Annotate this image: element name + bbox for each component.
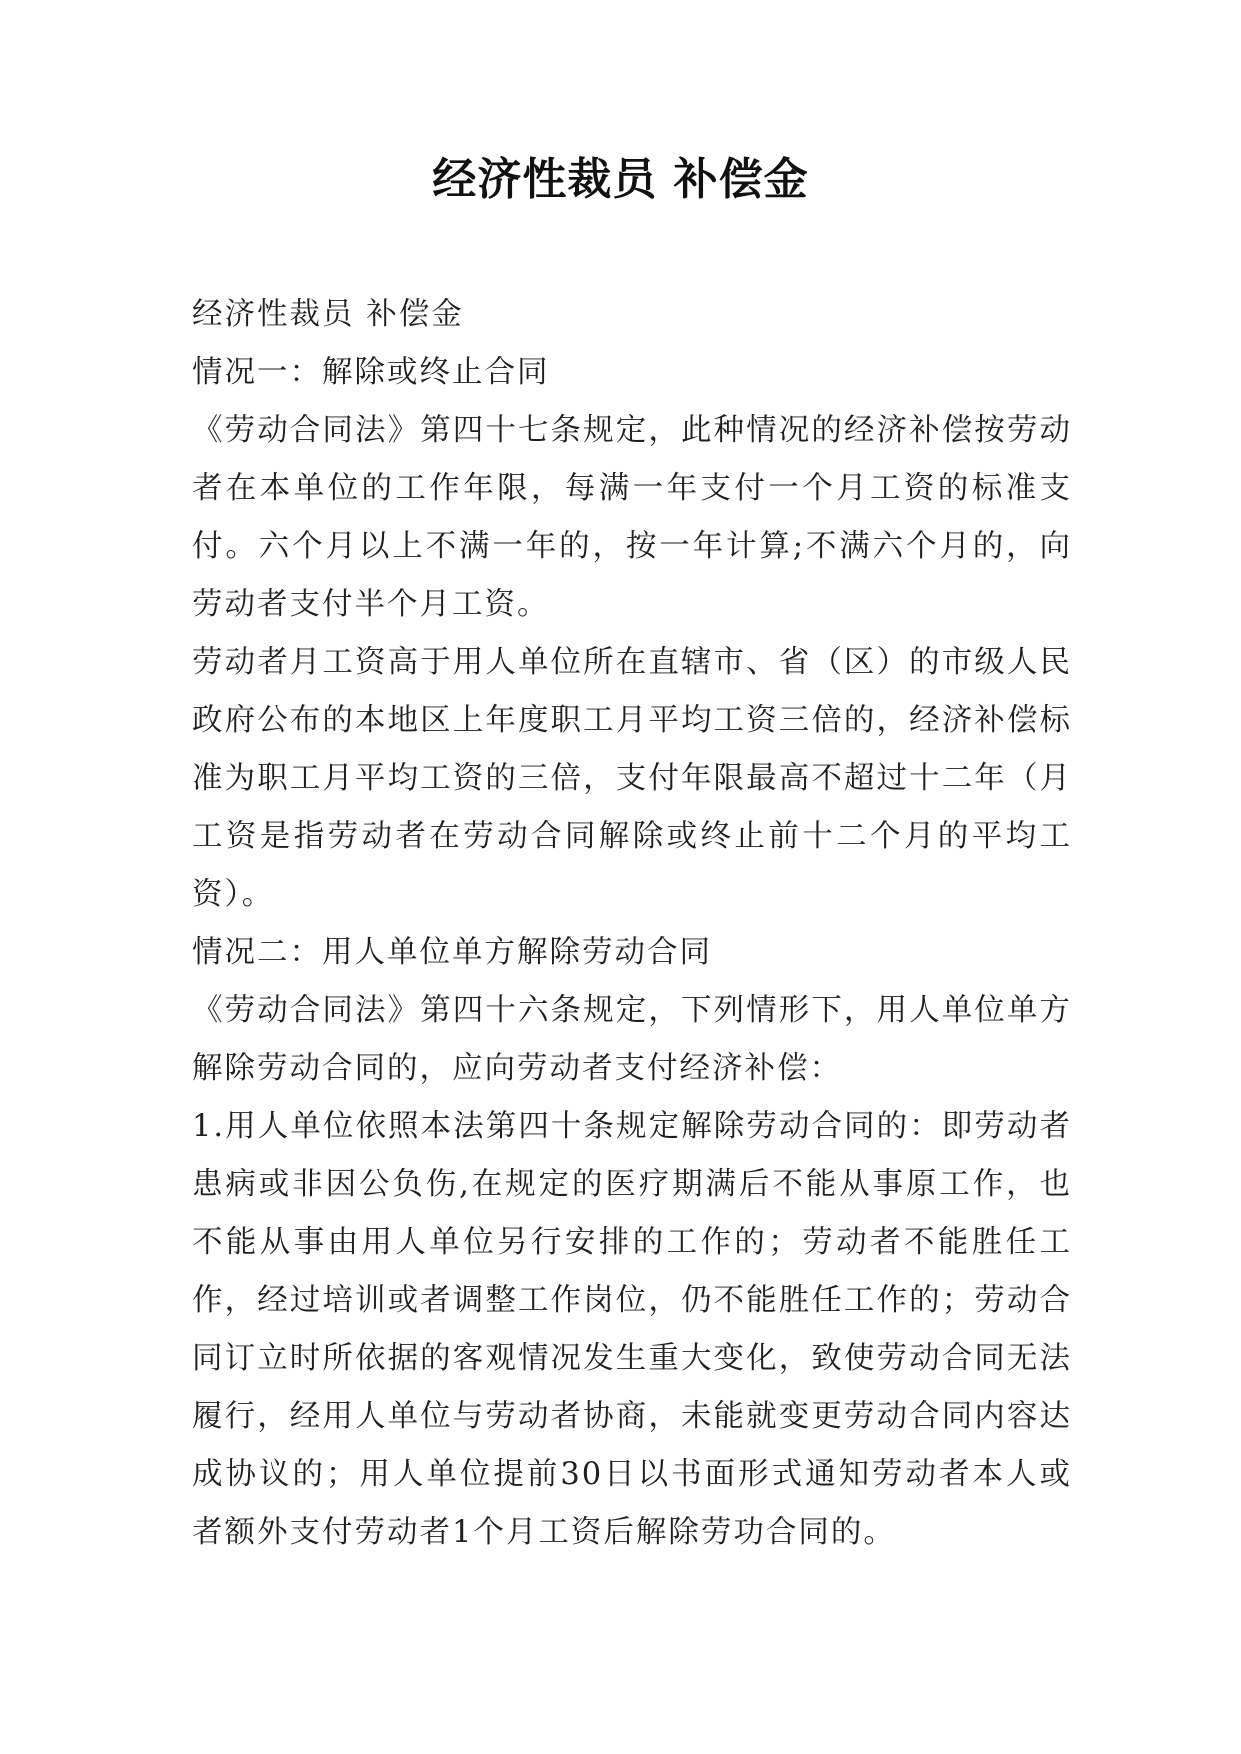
list-item-1: 1.用人单位依照本法第四十条规定解除劳动合同的：即劳动者患病或非因公负伤,在规定的医疗期满后不能从事原工作，也不能从事由用人单位另行安排的工作的；劳动者不能胜任工作，经过培训或者调整工作岗位，仍不能胜任工作的；劳动合同订立时所依据的客观情况发生重大变化，致使劳动合同无法履行，经用人单位与劳动者协商，未能就变更劳动合同内容达成协议的；用人单位提前30日以书面形式通知劳动者本人或者额外支付劳动者1个月工资后解除劳功合同的。: [192, 1109, 1072, 1550]
section-heading-case-two: 情况二：用人单位单方解除劳动合同: [192, 935, 712, 970]
paragraph-article-47: 《劳动合同法》第四十七条规定，此种情况的经济补偿按劳动者在本单位的工作年限，每满一年支付一个月工资的标准支付。六个月以上不满一年的，按一年计算;不满六个月的，向劳动者支付半个月工资。: [192, 413, 1072, 622]
body-heading: 经济性裁员 补偿金: [192, 297, 464, 332]
document-body: [192, 286, 1072, 1562]
paragraph-article-46: 《劳动合同法》第四十六条规定，下列情形下，用人单位单方解除劳动合同的，应向劳动者支付经济补偿：: [192, 993, 1072, 1086]
section-heading-case-one: 情况一：解除或终止合同: [192, 355, 550, 390]
document-title: 经济性裁员 补偿金: [432, 154, 809, 205]
paragraph-wage-cap: 劳动者月工资高于用人单位所在直辖市、省（区）的市级人民政府公布的本地区上年度职工月平均工资三倍的，经济补偿标准为职工月平均工资的三倍，支付年限最高不超过十二年（月工资是指劳动者在劳动合同解除或终止前十二个月的平均工资）。: [192, 645, 1072, 912]
